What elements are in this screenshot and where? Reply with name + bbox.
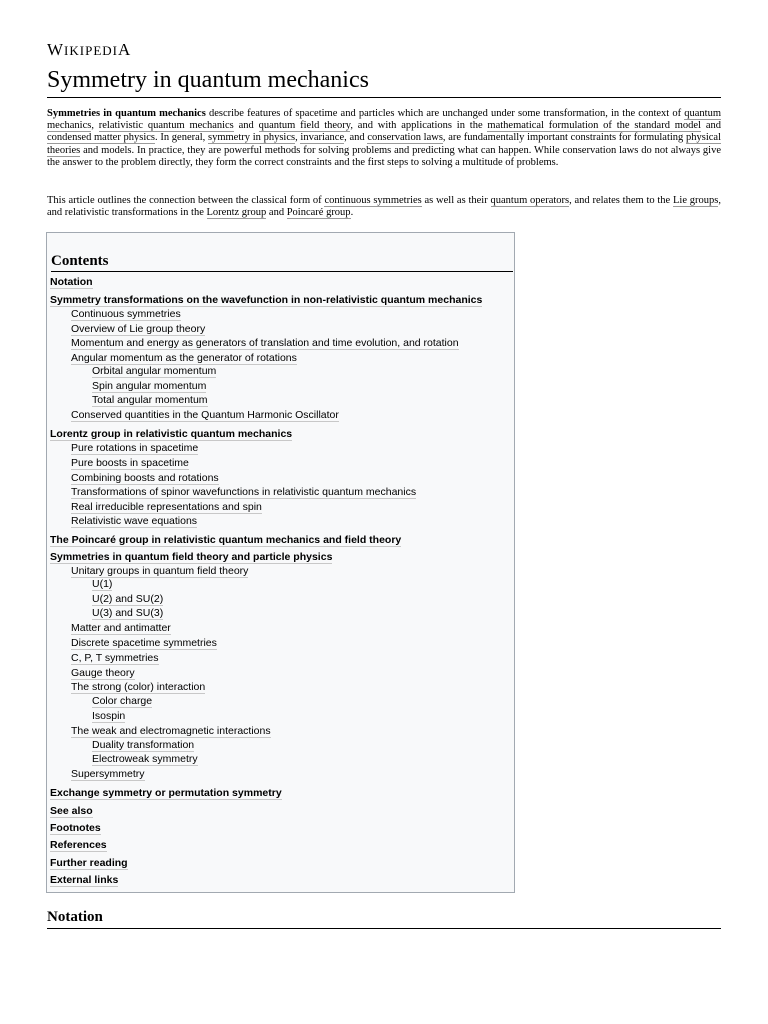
intro-paragraph bbox=[47, 108, 721, 169]
article-link[interactable]: condensed matter physics bbox=[47, 132, 156, 144]
toc-item[interactable]: Real irreducible representations and spin bbox=[71, 501, 262, 513]
toc-item[interactable]: Spin angular momentum bbox=[92, 380, 207, 392]
toc-item[interactable]: Duality transformation bbox=[92, 739, 195, 751]
toc-item[interactable]: U(2) and SU(2) bbox=[92, 593, 164, 605]
article-link[interactable]: quantum mechanics bbox=[47, 108, 721, 132]
toc-item[interactable]: Supersymmetry bbox=[71, 768, 145, 780]
toc-item[interactable]: Combining boosts and rotations bbox=[71, 472, 219, 484]
toc-item[interactable]: U(1) bbox=[92, 578, 113, 590]
toc-item[interactable]: Footnotes bbox=[50, 822, 101, 834]
bold-term: Symmetries in quantum mechanics bbox=[47, 108, 206, 119]
toc-item[interactable]: Color charge bbox=[92, 695, 153, 707]
article-link[interactable]: invariance bbox=[300, 132, 345, 144]
toc-item[interactable]: Unitary groups in quantum field theory bbox=[71, 565, 249, 577]
text-run: , bbox=[295, 132, 301, 144]
toc-item[interactable]: Symmetries in quantum field theory and particle physics bbox=[50, 551, 333, 563]
wikipedia-wordmark[interactable] bbox=[47, 40, 131, 60]
article-link[interactable]: symmetry in physics bbox=[208, 132, 296, 144]
toc-item[interactable]: Pure rotations in spacetime bbox=[71, 442, 199, 454]
toc-item[interactable]: Further reading bbox=[50, 857, 128, 869]
text-run: describe features of spacetime and particles which are unchanged under some transformation, in the context of bbox=[205, 108, 685, 119]
text-run: . bbox=[350, 207, 354, 219]
wordmark-last: A bbox=[117, 40, 132, 59]
toc-item[interactable]: References bbox=[50, 839, 107, 851]
text-run: and bbox=[266, 207, 287, 219]
toc-item[interactable]: Momentum and energy as generators of translation and time evolution, and rotation bbox=[71, 337, 459, 349]
toc-item[interactable]: Symmetry transformations on the wavefunction in non-relativistic quantum mechanics bbox=[50, 294, 483, 306]
toc-item[interactable]: The Poincaré group in relativistic quantum mechanics and field theory bbox=[50, 534, 402, 546]
toc-item[interactable]: Matter and antimatter bbox=[71, 622, 171, 634]
toc-item[interactable]: U(3) and SU(3) bbox=[92, 607, 164, 619]
toc-item[interactable]: Electroweak symmetry bbox=[92, 753, 198, 765]
toc-item[interactable]: Angular momentum as the generator of rotations bbox=[71, 352, 297, 364]
text-run: , and relativistic transformations in the bbox=[47, 195, 722, 219]
toc-item[interactable]: Total angular momentum bbox=[92, 394, 208, 406]
toc-item[interactable]: Gauge theory bbox=[71, 667, 135, 679]
toc-item[interactable]: C, P, T symmetries bbox=[71, 652, 159, 664]
article-link[interactable]: quantum field theory bbox=[258, 120, 351, 132]
toc-title: Contents bbox=[51, 251, 513, 272]
toc-item[interactable]: Exchange symmetry or permutation symmetry bbox=[50, 787, 282, 799]
article-link[interactable]: conservation laws bbox=[367, 132, 443, 144]
text-run: as well as their bbox=[421, 195, 491, 206]
text-run: , and bbox=[344, 132, 368, 144]
wordmark-first: W bbox=[47, 40, 65, 59]
article-link[interactable]: relativistic quantum mechanics bbox=[98, 120, 234, 132]
table-of-contents bbox=[46, 232, 515, 893]
text-run: . In general, bbox=[155, 132, 209, 144]
toc-item[interactable]: Relativistic wave equations bbox=[71, 515, 198, 527]
toc-item[interactable]: See also bbox=[50, 805, 93, 817]
toc-item[interactable]: External links bbox=[50, 874, 119, 886]
toc-item[interactable]: Continuous symmetries bbox=[71, 308, 181, 320]
article-link[interactable]: Lorentz group bbox=[206, 207, 267, 219]
text-run: and models. In practice, they are powerful methods for solving problems and predicting what can happen. While conservation laws do not always give the answer to the problem directly, they form the correct constraints and the first steps to solving a multitude of problems. bbox=[47, 144, 721, 168]
article-link[interactable]: quantum operators bbox=[490, 195, 570, 206]
article-link[interactable]: mathematical formulation of the standard model bbox=[487, 120, 702, 132]
toc-item[interactable]: Discrete spacetime symmetries bbox=[71, 637, 217, 649]
toc-item[interactable]: Notation bbox=[50, 276, 93, 288]
toc-item[interactable]: The weak and electromagnetic interactions bbox=[71, 725, 271, 737]
toc-item[interactable]: Isospin bbox=[92, 710, 126, 722]
article-link[interactable]: Lie groups bbox=[673, 195, 719, 206]
section-heading-notation: Notation bbox=[47, 907, 721, 929]
toc-item[interactable]: The strong (color) interaction bbox=[71, 681, 206, 693]
overview-paragraph bbox=[47, 195, 721, 219]
text-run: and bbox=[701, 120, 721, 132]
text-run: , are fundamentally important constraints for formulating bbox=[442, 132, 686, 144]
text-run: and bbox=[233, 120, 259, 132]
text-run: This article outlines the connection between the classical form of bbox=[47, 195, 325, 206]
toc-item[interactable]: Overview of Lie group theory bbox=[71, 323, 206, 335]
toc-item[interactable]: Transformations of spinor wavefunctions in relativistic quantum mechanics bbox=[71, 486, 417, 498]
text-run: , and with applications in the bbox=[350, 120, 488, 132]
text-run: , and relates them to the bbox=[569, 195, 674, 206]
toc-item[interactable]: Conserved quantities in the Quantum Harmonic Oscillator bbox=[71, 409, 339, 421]
page-title: Symmetry in quantum mechanics bbox=[47, 66, 721, 98]
toc-item[interactable]: Pure boosts in spacetime bbox=[71, 457, 189, 469]
toc-item[interactable]: Lorentz group in relativistic quantum mechanics bbox=[50, 428, 293, 440]
article-link[interactable]: physical theories bbox=[47, 132, 721, 156]
text-run: , bbox=[91, 120, 99, 132]
article-link[interactable]: continuous symmetries bbox=[324, 195, 422, 206]
wordmark-rest: IKIPEDI bbox=[64, 43, 118, 58]
article-link[interactable]: Poincaré group bbox=[286, 207, 351, 219]
toc-item[interactable]: Orbital angular momentum bbox=[92, 365, 217, 377]
